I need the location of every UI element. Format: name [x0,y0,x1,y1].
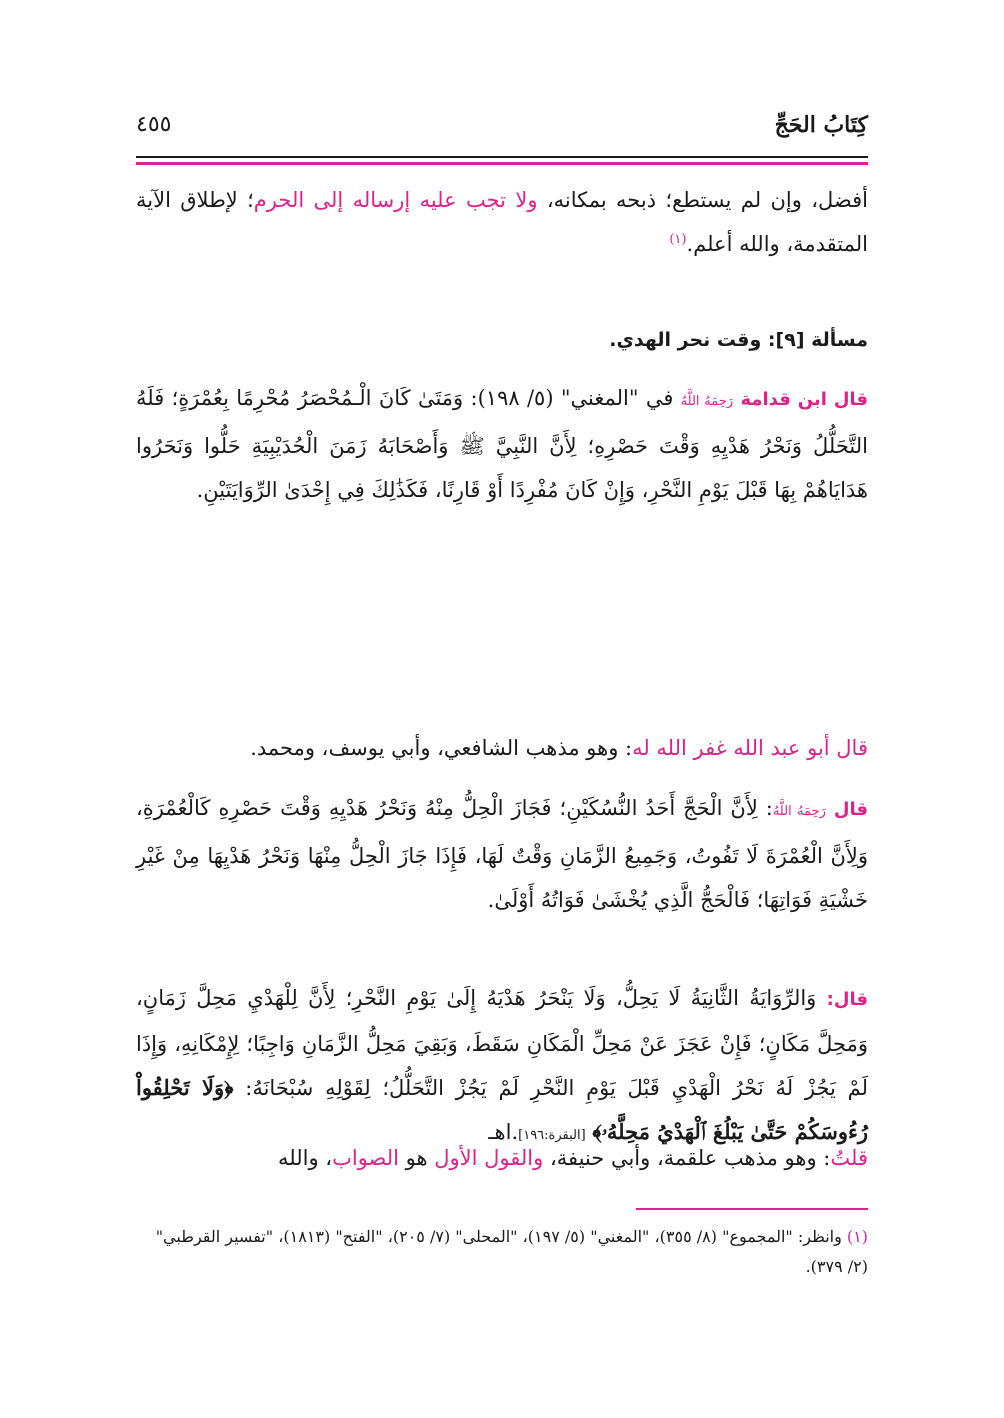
footnote-marker[interactable]: (١) [669,232,687,247]
author-label: قال أبو عبد الله غفر الله له [632,736,868,760]
highlight-run: الصواب [332,1146,399,1170]
text-run: هو [399,1146,435,1170]
text-run: ؛ لإطلاق الآية المتقدمة، والله أعلم. [136,188,868,256]
paragraph-continuation [136,178,868,266]
paragraph-conclusion [136,1136,868,1180]
book-title: كِتَابُ الحَجِّ [774,112,868,138]
comment-text: : وهو مذهب الشافعي، وأبي يوسف، ومحمد. [250,736,633,760]
quote-text: في "المغني" (٥/ ١٩٨): وَمَتَىٰ كَانَ الْـمُحْصَرُ مُحْرِمًا بِعُمْرَةٍ؛ فَلَهُ التَّحَلُّلُ وَنَحْرُ هَدْيِهِ وَقْتَ حَصْرِهِ؛ لِأَنَّ النَّبِيَّ ﷺ وَأَصْحَابَهُ زَمَنَ الْحُدَيْبِيَةِ حَلُّوا وَنَحَرُوا هَدَايَاهُمْ بِهَا قَبْلَ يَوْمِ النَّحْرِ، وَإِنْ كَانَ مُفْرِدًا أَوْ قَارِنًا، فَكَذَٰلِكَ فِي إِحْدَىٰ الرِّوَايَتَيْنِ. [136,386,868,502]
verse-reference: [البقرة:١٩٦] [518,1128,586,1143]
speaker-name: قال: [826,989,868,1010]
footnote-separator [636,1208,868,1210]
speaker-name: قال [833,799,868,820]
quote-text: وَالرِّوَايَةُ الثَّانِيَةُ لَا يَحِلُّ، وَلَا يَنْحَرُ هَدْيَهُ إِلَىٰ يَوْمِ النَّحْرِ؛ لِأَنَّ لِلْهَدْيِ مَحِلَّ زَمَانٍ، وَمَحِلَّ مَكَانٍ؛ فَإِنْ عَجَزَ عَنْ مَحِلِّ الْمَكَانِ سَقَطَ، وَبَقِيَ مَحِلُّ الزَّمَانِ وَاجِبًا؛ لِإِمْكَانِهِ، وَإِذَا لَمْ يَجُزْ لَهُ نَحْرُ الْهَدْيِ قَبْلَ يَوْمِ النَّحْرِ لَمْ يَجُزْ التَّحَلُّلُ؛ لِقَوْلِهِ سُبْحَانَهُ: [136,986,868,1100]
quote-text: : لِأَنَّ الْحَجَّ أَحَدُ النُّسُكَيْنِ؛ فَجَازَ الْحِلُّ مِنْهُ وَنَحْرُ هَدْيِهِ وَقْتَ حَصْرِهِ كَالْعُمْرَةِ، وَلِأَنَّ الْعُمْرَةَ لَا تَفُوتُ، وَجَمِيعُ الزَّمَانِ وَقْتٌ لَهَا، فَإِذَا جَازَ الْحِلُّ مِنْهَا وَنَحْرُ هَدْيِهَا مِنْ غَيْرِ خَشْيَةِ فَوَاتِهَا؛ فَالْحَجُّ الَّذِي يُخْشَىٰ فَوَاتُهُ أَوْلَىٰ. [136,796,868,912]
speaker-name: قال ابن قدامة [740,389,868,410]
page-number: ٤٥٥ [136,112,172,137]
author-label: قلتُ [830,1146,868,1170]
footnote-number: (١) [846,1227,868,1246]
paragraph-reasoning [136,786,868,922]
book-page [136,100,868,1360]
end-marker: .اهـ [488,1120,519,1144]
footnote [136,1222,868,1282]
issue-title: وقت نحر الهدي. [609,329,762,351]
issue-number: مسألة [٩]: [767,329,868,351]
highlight-run: ولا تجب عليه إرساله إلى الحرم [253,188,538,212]
header-accent-rule [136,162,868,165]
footnote-text: وانظر: "المجموع" (٨/ ٣٥٥)، "المغني" (٥/ ١٩٧)، "المحلى" (٧/ ٢٠٥)، "الفتح" (١٨١٣)، "تفسير القرطبي" (٢/ ٣٧٩). [155,1227,868,1276]
paragraph-second-narration [136,976,868,1158]
paragraph-author-comment [136,726,868,770]
highlight-run: والقول الأول [434,1146,544,1170]
header-rule [136,156,868,158]
issue-heading [136,318,868,362]
quran-verse: ﴿وَلَا تَحْلِقُواْ رُءُوسَكُمْ حَتَّىٰ يَبْلُغَ ٱلْهَدْيُ مَحِلَّهُۥ﴾ [136,1075,868,1144]
honorific: رَحِمَهُ اللَّهُ [772,804,826,819]
running-header [136,112,868,146]
text-run: ، والله [278,1146,333,1170]
honorific: رَحِمَهُ اللَّهُ [680,394,734,409]
text-run: أفضل، وإن لم يستطع؛ ذبحه بمكانه، [537,188,868,212]
text-run: : وهو مذهب علقمة، وأبي حنيفة، [543,1146,831,1170]
paragraph-ibn-qudamah [136,376,868,512]
